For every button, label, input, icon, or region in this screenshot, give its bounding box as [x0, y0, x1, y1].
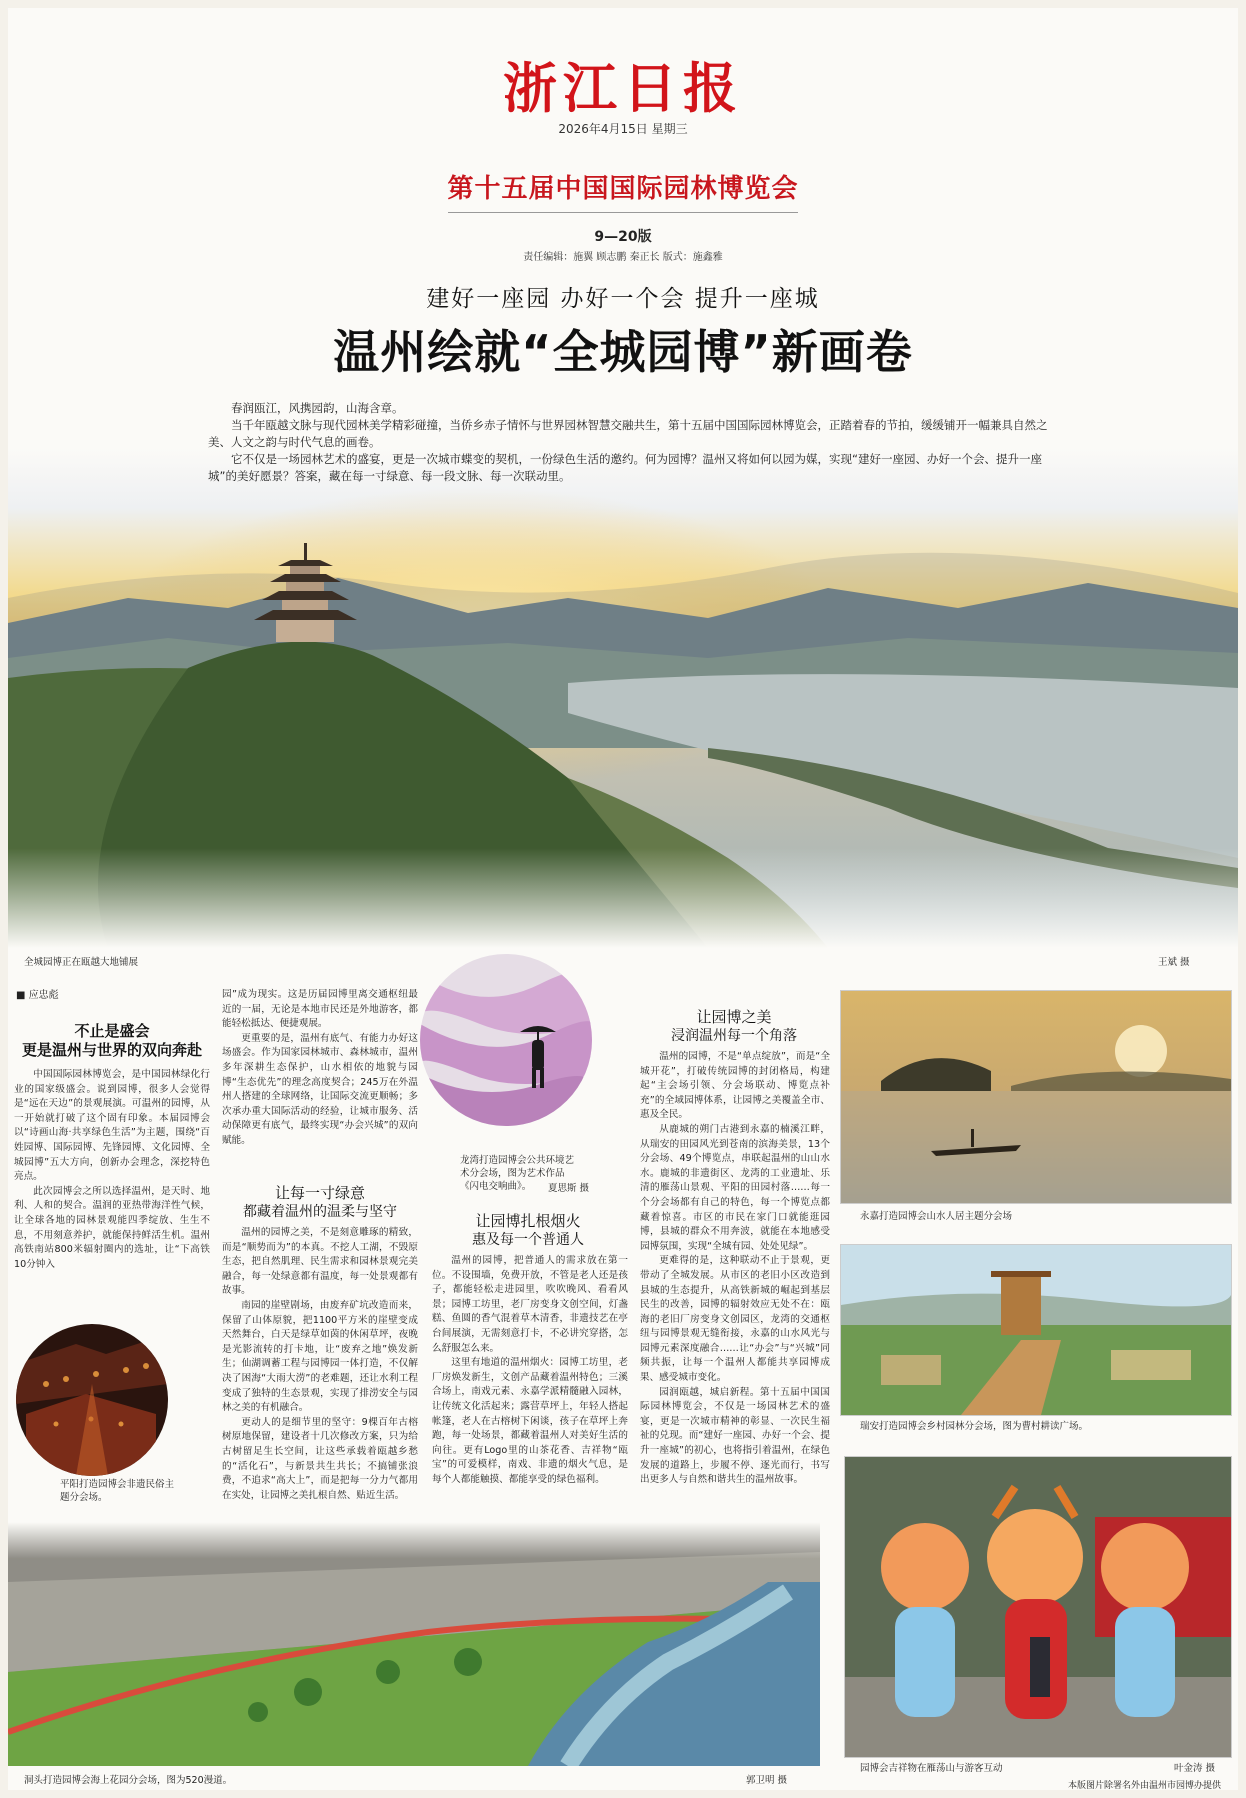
dongtou-caption: 洞头打造园博会海上花园分会场，图为520漫道。 [24, 1775, 233, 1786]
section-title-line: 更是温州与世界的双向奔赴 [21, 1041, 202, 1059]
paragraph: 温州的园博之美，不是刻意雕琢的精致，而是“顺势而为”的本真。不挖人工湖，不毁原生态，把自然肌理、民生需求和园林景观完美融合，每一处绿意都有温度，每一处景观都有故事。 [222, 1227, 418, 1297]
editors-line: 责任编辑：施翼 顾志鹏 秦正长 版式：施鑫雅 [523, 252, 723, 263]
section-title-2 [218, 1184, 422, 1222]
paragraph: 园润瓯越，城启新程。第十五届中国国际园林博览会，不仅是一场园林艺术的盛宴，更是一次城市精神的彰显、一次民生福祉的兑现。而“建好一座园、办好一个会、提升一座城”的初心，也将指引着温州，在绿色发展的道路上，步履不停、逐光而行，书写出更多人与自然和谐共生的温州故事。 [640, 1386, 830, 1486]
column-2-top [222, 988, 418, 1149]
dongtou-credit: 郭卫明 摄 [746, 1775, 788, 1786]
ruian-caption: 瑞安打造园博会乡村园林分会场，图为曹村耕读广场。 [860, 1421, 1089, 1432]
paragraph: 更重要的是，温州有底气、有能力办好这场盛会。作为国家园林城市、森林城市，温州多年深耕生态保护，山水相依的地貌与园博“生态优先”的理念高度契合；245万在外温州人搭建的全球网络，让国际交流更顺畅；多次承办重大国际活动的经验，让城市服务、活动保障更有底气，最终实现“办会兴城”的双向赋能。 [222, 1032, 418, 1146]
headline: 温州绘就“全城园博”新画卷 [333, 325, 913, 379]
mascot-caption: 园博会吉祥物在雁荡山与游客互动 [860, 1763, 1003, 1774]
pingyang-night-photo [16, 1324, 168, 1476]
paragraph: 中国国际园林博览会，是中国园林绿化行业的国家级盛会。说到园博，很多人会觉得是“远在天边”的景观展演。可温州的园博，从一开始就打破了这个固有印象。本届园博会以“诗画山海·共享绿色生活”为主题，围绕“百姓园博、国际园博、先锋园博、文化园博、全城园博”五大方向，创新办会理念，深挖特色亮点。 [14, 1069, 210, 1183]
paragraph: 更动人的是细节里的坚守：9棵百年古榕树原地保留，建设者十几次修改方案，只为给古树留足生长空间，让这些承载着瓯越乡愁的“活化石”，与新景共生共长；不搞铺张浪费，不追求“高大上”，而是把每一分力气都用在实处，让园博之美扎根自然、贴近生活。 [222, 1416, 418, 1501]
mascot-photo [844, 1456, 1232, 1758]
expo-title: 第十五届中国国际园林博览会 [447, 174, 799, 204]
footer-note: 本版图片除署名外由温州市园博办提供 [1068, 1781, 1222, 1790]
section-title-4 [634, 1008, 834, 1046]
column-3 [432, 1254, 628, 1488]
paragraph: 南园的崖壁剧场，由废弃矿坑改造而来，保留了山体原貌，把1100平方米的崖壁变成天然舞台，白天是绿草如茵的休闲草坪，夜晚是光影流转的打卡地，让“废弃之地”焕发新生；仙湖调蓄工程与园博园一体打造，不仅解决了困海“大雨大涝”的老难题，还让水利工程变成了独特的生态景观，实现了排涝安全与园林之美的有机融合。 [222, 1299, 418, 1414]
ruian-rural-photo [840, 1244, 1232, 1416]
paragraph: 温州的园博，把普通人的需求放在第一位。不设围墙，免费开放，不管是老人还是孩子，都能轻松走进园里，吹吹晚风、看看风景；园博工坊里，老厂房变身文创空间，灯盏糕、鱼圆的香气混着草木清香，非遗技艺在亭台间展演，无需刻意打卡，不必讲究穿搭，怎么舒服怎么来。 [432, 1255, 628, 1354]
intro-para: 当千年瓯越文脉与现代园林美学精彩碰撞，当侨乡赤子情怀与世界园林智慧交融共生，第十五届中国国际园林博览会，正踏着春的节拍，缓缓铺开一幅兼具自然之美、人文之韵与时代气息的画卷。 [208, 418, 1048, 449]
paragraph: 更难得的是，这种联动不止于景观，更带动了全城发展。从市区的老旧小区改造到县城的生态提升，从高铁新城的崛起到基层民生的改善，园博的辐射效应无处不在：瓯海的老旧厂房变身文创园区，龙湾的交通枢纽与园博景观无缝衔接，永嘉的山水风光与园博元素深度融合……让“办会”与“兴城”同频共振，让每一个温州人都能共享园博成果、感受城市变化。 [640, 1255, 830, 1384]
paragraph: 从鹿城的朔门古港到永嘉的楠溪江畔，从瑞安的田园风光到苍南的滨海美景，13个分会场、49个博览点，串联起温州的山山水水。鹿城的非遗街区、龙湾的工业遗址、乐清的雁荡山景观、平阳的田园村落……每一个分会场都有自己的特色，每一个博览点都藏着惊喜。市区的市民在家门口就能逛园博，县城的群众不用奔波，就能在本地感受园博氛围，实现“全城有园、处处见绿”。 [640, 1123, 830, 1252]
subheadline: 建好一座园 办好一个会 提升一座城 [426, 286, 820, 312]
newspaper-page [8, 8, 1238, 1790]
section-title-line: 惠及每一个普通人 [472, 1232, 584, 1248]
column-4 [640, 1050, 830, 1488]
paragraph: 这里有地道的温州烟火：园博工坊里，老厂房焕发新生，文创产品藏着温州特色；三溪合场上，南戏元素、永嘉学派精髓融入园林，让传统文化活起来；露营草坪上，年轻人搭起帐篷，老人在古榕树下闲谈，孩子在草坪上奔跑，每一处场景，都藏着温州人对美好生活的向往。更有Logo里的山茶花香、吉祥物“瓯宝”的可爱模样，南戏、非遗的烟火气息，是每个人都能触摸、都能享受的绿色福利。 [432, 1357, 628, 1485]
intro-para: 春润瓯江，风携园韵，山海含章。 [231, 401, 404, 415]
dongtou-coast-photo [8, 1522, 820, 1766]
paragraph: 园”成为现实。这是历届园博里离交通枢纽最近的一届，无论是本地市民还是外地游客，都能轻松抵达、便捷观展。 [222, 989, 418, 1030]
paragraph: 温州的园博，不是“单点绽放”，而是“全城开花”，打破传统园博的封闭格局，构建起“主会场引领、分会场联动、博览点补充”的全域园博体系，让园博之美覆盖全市、惠及全民。 [640, 1051, 830, 1121]
section-title-line: 都藏着温州的温柔与坚守 [243, 1204, 397, 1220]
hero-landscape-photo [8, 448, 1238, 948]
longwan-caption: 龙湾打造园博会公共环境艺术分会场，图为艺术作品《闪电交响曲》。 [460, 1155, 575, 1192]
version-label: 9—20版 [594, 229, 652, 245]
hero-credit: 王斌 摄 [1158, 957, 1190, 968]
hero-caption: 全城园博正在瓯越大地铺展 [24, 957, 139, 968]
section-title-line: 让每一寸绿意 [274, 1184, 365, 1202]
section-title-3 [428, 1212, 628, 1250]
masthead: 浙江日报 [503, 56, 743, 120]
byline: ■ 应忠彪 [16, 990, 59, 1001]
pingyang-caption: 平阳打造园博会非遗民俗主题分会场。 [60, 1479, 175, 1503]
yongjia-caption: 永嘉打造园博会山水人居主题分会场 [860, 1211, 1013, 1222]
section-title-line: 让园博之美 [696, 1008, 772, 1026]
mascot-credit: 叶金涛 摄 [1174, 1763, 1216, 1774]
divider [448, 212, 798, 213]
section-title-line: 不止是盛会 [74, 1022, 150, 1040]
longwan-art-photo [420, 954, 592, 1126]
section-title-line: 让园博扎根烟火 [475, 1212, 581, 1230]
longwan-credit: 夏思斯 摄 [548, 1183, 590, 1194]
section-title-line: 浸润温州每一个角落 [671, 1028, 797, 1044]
paragraph: 此次园博会之所以选择温州，是天时、地利、人和的契合。温润的亚热带海洋性气候，让全球各地的园林景观能四季绽放、生生不息，不用刻意养护，就能保持鲜活生机。温州高铁南站800米辐射圈内的选址，让“下高铁10分钟入 [14, 1185, 210, 1270]
column-2-bottom [222, 1226, 418, 1503]
intro-block [208, 400, 1048, 485]
section-title-1 [12, 1022, 212, 1060]
column-1 [14, 1068, 210, 1272]
intro-para: 它不仅是一场园林艺术的盛宴，更是一次城市蝶变的契机，一份绿色生活的邀约。何为园博？温州又将如何以园为媒，实现“建好一座园、办好一个会、提升一座城”的美好愿景？答案，藏在每一寸绿意、每一段文脉、每一次联动里。 [208, 452, 1042, 483]
issue-date: 2026年4月15日 星期三 [558, 122, 688, 136]
yongjia-river-photo [840, 990, 1232, 1204]
